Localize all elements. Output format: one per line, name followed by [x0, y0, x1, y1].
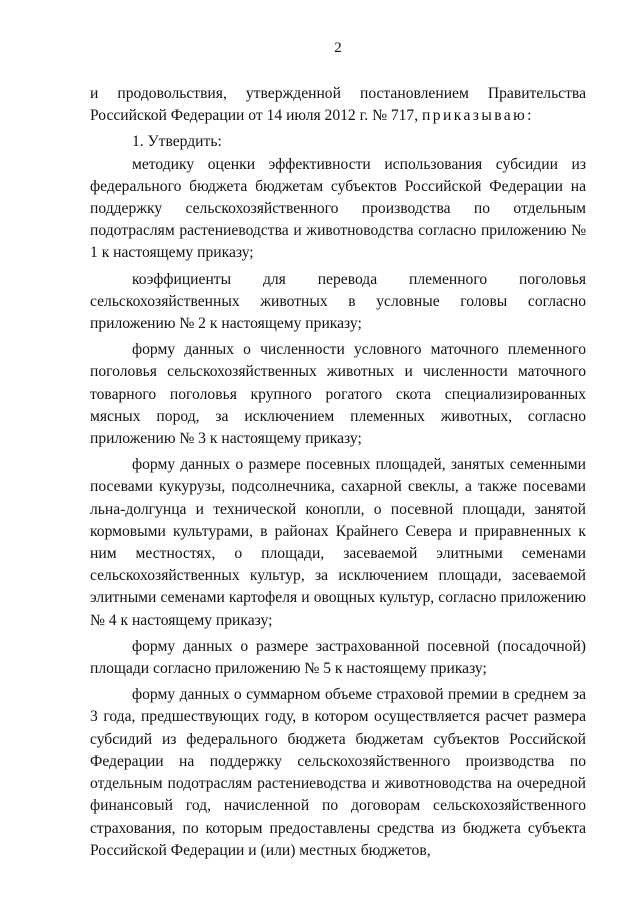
paragraph-intro	[90, 83, 586, 127]
order-word: приказываю	[422, 107, 528, 125]
paragraph-sown-area-form: форму данных о размере посевных площадей, занятых семенными посевами кукурузы, подсолнечника, сахарной свеклы, а также посевами льна-долгунца и технической конопли, о посевной площади, занятой кормовыми культурами, в районах Крайнего Севера и приравненных к ним местностях, о площади, засеваемой элитными семенами сельскохозяйственных культур, за исключением площади, засеваемой элитными семенами картофеля и овощных культур, согласно приложению № 4 к настоящему приказу;	[90, 456, 586, 629]
paragraph-insurance-premium-form: форму данных о суммарном объеме страховой премии в среднем за 3 года, предшествующих году, в котором осуществляется расчет размера субсидий из федерального бюджета бюджетам субъектов Российской Федерации на поддержку сельскохозяйственного производства по отдельным подотраслям растениеводства и животноводства на очередной финансовый год, начисленной по договорам сельскохозяйственного страхования, по которым предоставлены средства из бюджета субъекта Российской Федерации и (или) местных бюджетов,	[90, 686, 586, 859]
paragraph-coefficients: коэффициенты для перевода племенного поголовья сельскохозяйственных животных в условные головы согласно приложению № 2 к настоящему приказу;	[90, 270, 586, 333]
document-body	[90, 83, 586, 862]
paragraph-approve: 1. Утвердить:	[132, 133, 222, 151]
page-number: 2	[334, 40, 342, 56]
paragraph-insured-area-form: форму данных о размере застрахованной посевной (посадочной) площади согласно приложению № 5 к настоящему приказу;	[90, 637, 586, 678]
intro-tail: :	[527, 107, 532, 125]
paragraph-livestock-form: форму данных о численности условного маточного племенного поголовья сельскохозяйственных животных и численности маточного товарного поголовья крупного рогатого скота специализированных мясных пород, за исключением племенных животных, согласно приложению № 3 к настоящему приказу;	[90, 341, 586, 448]
intro-text: и продовольствия, утвержденной постановлением Правительства Российской Федерации от 14 июля 2012 г. № 717,	[90, 85, 586, 125]
paragraph-methodology: методику оценки эффективности использования субсидии из федерального бюджета бюджетам субъектов Российской Федерации на поддержку сельскохозяйственного производства по отдельным подотраслям растениеводства и животноводства согласно приложению № 1 к настоящему приказу;	[90, 155, 586, 262]
